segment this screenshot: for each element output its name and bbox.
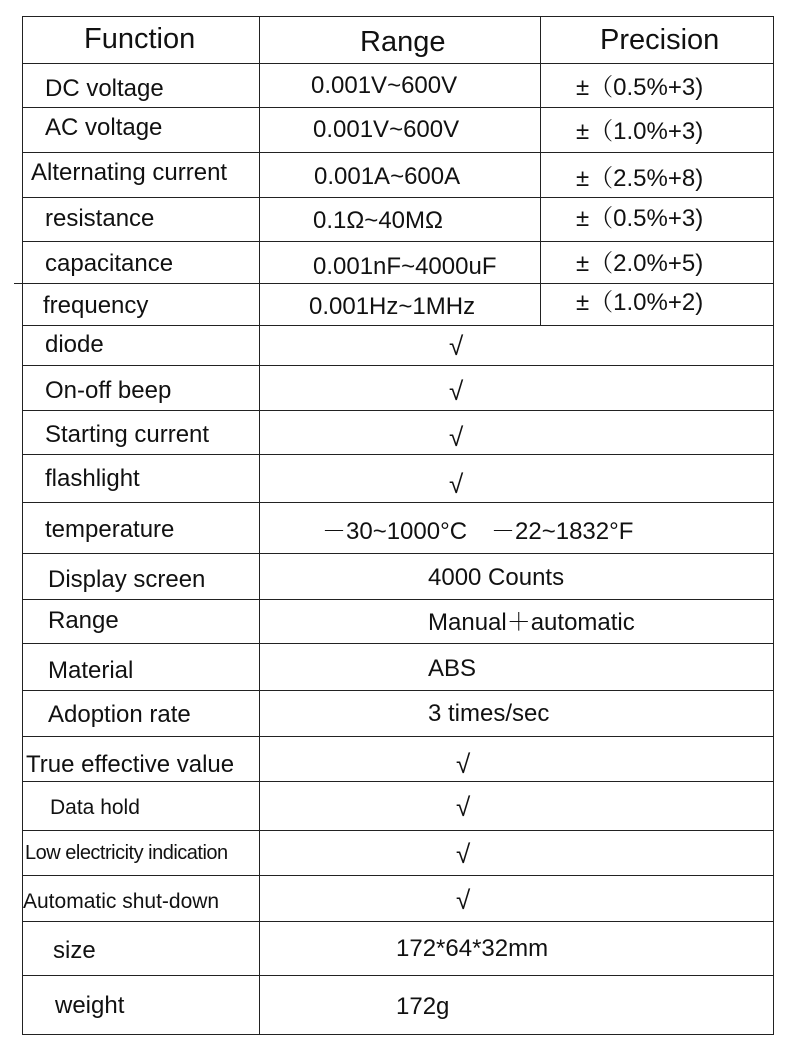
range-value: 0.001A~600A [314,163,461,190]
function-label: resistance [45,205,155,232]
feature-check: √ [449,422,464,452]
feature-check: √ [456,839,471,869]
row-separator [22,63,774,64]
row-separator [22,975,774,976]
function-label: size [53,937,96,964]
row-separator [14,283,774,284]
function-label: flashlight [45,465,140,492]
row-separator [22,830,774,831]
column-divider-function [259,16,260,1035]
range-value: 0.001Hz~1MHz [309,293,476,320]
spec-value: 172*64*32mm [396,935,549,962]
row-separator [22,875,774,876]
function-label: Starting current [45,421,210,448]
row-separator [22,410,774,411]
range-value: 0.001V~600V [313,116,460,143]
function-label: weight [55,992,125,1019]
precision-value: ±（0.5%+3) [576,205,704,232]
precision-value: ±（2.0%+5) [576,250,704,277]
row-separator [22,643,774,644]
feature-check: √ [449,331,464,361]
table-right-border [773,16,774,1035]
feature-check: √ [456,792,471,822]
spec-value: ABS [428,655,477,682]
row-separator [22,599,774,600]
row-separator [22,365,774,366]
function-label: Data hold [50,796,140,819]
function-label: Automatic shut-down [23,890,220,913]
row-separator [22,921,774,922]
spec-value: 4000 Counts [428,564,565,591]
feature-check: √ [456,749,471,779]
row-separator [22,502,774,503]
temperature-range: －30~1000°C －22~1832°F [322,518,634,545]
row-separator [22,553,774,554]
header-precision: Precision [600,24,720,56]
row-separator [22,107,774,108]
function-label: Display screen [48,566,206,593]
precision-value: ±（1.0%+3) [576,118,704,145]
row-separator [22,241,774,242]
function-label: AC voltage [45,114,163,141]
table-top-border [22,16,774,17]
header-range: Range [360,26,446,58]
spec-value: 3 times/sec [428,700,550,727]
row-separator [22,736,774,737]
row-separator [22,152,774,153]
feature-check: √ [449,376,464,406]
range-value: 0.1Ω~40MΩ [313,207,443,234]
row-separator [22,325,774,326]
spec-value: 172g [396,993,450,1020]
row-separator [22,197,774,198]
row-separator [22,690,774,691]
function-label: Low electricity indication [25,842,228,864]
function-label: temperature [45,516,175,543]
table-left-border [22,16,23,1035]
function-label: Alternating current [31,159,228,186]
row-separator [22,454,774,455]
precision-value: ±（1.0%+2) [576,289,704,316]
feature-check: √ [456,885,471,915]
function-label: Material [48,657,134,684]
spec-value: Manual＋automatic [428,609,635,636]
range-value: 0.001V~600V [311,72,458,99]
table-bottom-border [22,1034,774,1035]
function-label: capacitance [45,250,174,277]
function-label: DC voltage [45,75,164,102]
function-label: Range [48,607,119,634]
function-label: Adoption rate [48,701,191,728]
header-function: Function [84,23,196,55]
range-value: 0.001nF~4000uF [313,253,497,280]
function-label: diode [45,331,104,358]
function-label: True effective value [26,751,235,778]
feature-check: √ [449,469,464,499]
precision-value: ±（0.5%+3) [576,74,704,101]
precision-value: ±（2.5%+8) [576,165,704,192]
function-label: frequency [43,292,149,319]
function-label: On-off beep [45,377,172,404]
row-separator [22,781,774,782]
